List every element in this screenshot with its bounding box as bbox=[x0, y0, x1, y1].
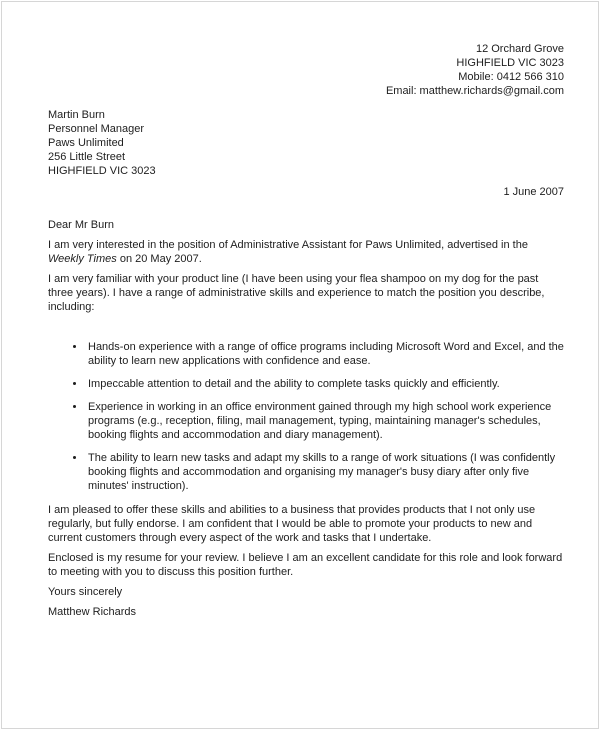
paragraph-pleased: I am pleased to offer these skills and abilities to a business that provides products that I not only use regularly, but fully endorse. I am confident that I would be able to promote your products to new and current customers through every aspect of the work and tasks that I undertake. bbox=[48, 504, 536, 544]
letter-content bbox=[48, 42, 564, 625]
sender-city: HIGHFIELD VIC 3023 bbox=[456, 57, 564, 69]
bullet-item-attention-detail: • Impeccable attention to detail and the ability to complete tasks quickly and efficiently. bbox=[86, 377, 564, 391]
bullet-item-learn-new-tasks: • The ability to learn new tasks and adapt my skills to a range of work situations (I was confidently booking flights and accommodation and organising my manager's busy diary after only five minutes' instruction). bbox=[86, 451, 564, 493]
recipient-title: Personnel Manager bbox=[48, 123, 145, 135]
bullet-item-office-programs: • Hands-on experience with a range of office programs including Microsoft Word and Excel, and the ability to learn new applications with confidence and ease. bbox=[86, 340, 564, 368]
sender-street: 12 Orchard Grove bbox=[475, 43, 564, 55]
closing-line: Yours sincerely bbox=[48, 586, 123, 598]
recipient-city: HIGHFIELD VIC 3023 bbox=[48, 165, 156, 177]
paragraph-interest-before: I am very interested in the position of Administrative Assistant for Paws Unlimited, advertised in the bbox=[48, 239, 528, 251]
recipient-company: Paws Unlimited bbox=[48, 137, 124, 149]
paragraph-interest-after: on 20 May 2007. bbox=[116, 253, 202, 265]
date-line: 1 June 2007 bbox=[503, 186, 564, 198]
signature-name: Matthew Richards bbox=[48, 606, 137, 618]
skills-list bbox=[48, 340, 564, 493]
sender-address-block bbox=[48, 42, 564, 98]
sender-email: Email: matthew.richards@gmail.com bbox=[385, 85, 564, 97]
sender-mobile: Mobile: 0412 566 310 bbox=[458, 71, 564, 83]
salutation: Dear Mr Burn bbox=[48, 219, 115, 231]
publication-name: Weekly Times bbox=[48, 253, 117, 265]
paragraph-interest bbox=[48, 238, 564, 266]
recipient-address-block bbox=[48, 108, 564, 178]
recipient-street: 256 Little Street bbox=[48, 151, 126, 163]
paragraph-product-line: I am very familiar with your product line (I have been using your flea shampoo on my dog for the past three years). I have a range of administrative skills and experience to match the position you describe, including: bbox=[48, 273, 545, 313]
paragraph-enclosed: Enclosed is my resume for your review. I believe I am an excellent candidate for this role and look forward to meeting with you to discuss this position further. bbox=[48, 552, 563, 578]
bullet-item-office-experience: • Experience in working in an office environment gained through my high school work experience programs (e.g., reception, filing, mail management, typing, maintaining manager's schedules, booking flights and accommodation and diary management). bbox=[86, 400, 564, 442]
recipient-name: Martin Burn bbox=[48, 109, 105, 121]
